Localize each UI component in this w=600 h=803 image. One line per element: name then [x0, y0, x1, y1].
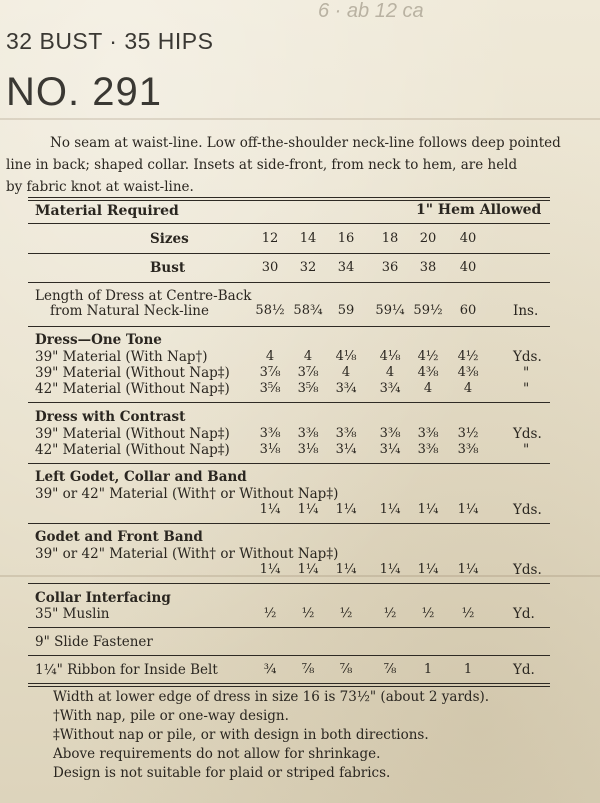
- description-line: by fabric knot at waist-line.: [6, 179, 194, 195]
- note-line: †With nap, pile or one-way design.: [53, 708, 289, 724]
- yardage-value: 1¼: [379, 502, 401, 517]
- yardage-value: 3⅞: [259, 365, 281, 380]
- length-label: Length of Dress at Centre-Back: [35, 288, 252, 304]
- row-unit: Yds.: [513, 502, 542, 518]
- row-label: 42" Material (Without Nap‡): [35, 381, 230, 397]
- yardage-value: 1¼: [297, 502, 319, 517]
- yardage-value: 1¼: [417, 562, 439, 577]
- yardage-value: 3⅜: [297, 426, 319, 441]
- notes: [53, 688, 489, 783]
- section-title: Godet and Front Band: [35, 529, 203, 545]
- table-bottom-rule: [28, 683, 550, 687]
- yardage-value: 4: [463, 381, 473, 396]
- size-value: 12: [261, 231, 279, 246]
- yardage-value: 3¼: [379, 442, 401, 457]
- row-label: 35" Muslin: [35, 606, 110, 622]
- yardage-value: 1¼: [297, 562, 319, 577]
- row-label: 39" Material (Without Nap‡): [35, 426, 230, 442]
- yardage-value: ½: [263, 606, 277, 621]
- yardage-value: ½: [421, 606, 435, 621]
- yardage-value: 3⅜: [379, 426, 401, 441]
- row-label: 39" Material (Without Nap‡): [35, 365, 230, 381]
- paper-fold: [0, 118, 600, 120]
- row-unit: ": [523, 442, 530, 458]
- size-value: 20: [419, 231, 437, 246]
- description-line: line in back; shaped collar. Insets at side-front, from neck to hem, are held: [6, 157, 518, 173]
- ribbon-label: 1¼" Ribbon for Inside Belt: [35, 662, 218, 678]
- row-unit: Yds.: [513, 349, 542, 365]
- description-line: No seam at waist-line. Low off-the-shoulder neck-line follows deep pointed: [50, 135, 561, 151]
- ribbon-value: ⅞: [301, 662, 315, 677]
- size-value: 40: [459, 231, 477, 246]
- bust-value: 40: [459, 260, 477, 275]
- yardage-value: 3¾: [335, 381, 357, 396]
- yardage-value: 3½: [457, 426, 479, 441]
- yardage-value: 4⅛: [335, 349, 357, 364]
- bust-value: 34: [337, 260, 355, 275]
- note-line: Width at lower edge of dress in size 16 is 73½" (about 2 yards).: [53, 689, 490, 705]
- ribbon-value: ⅞: [339, 662, 353, 677]
- note-line: Above requirements do not allow for shrinkage.: [53, 746, 381, 762]
- yardage-value: 4½: [457, 349, 479, 364]
- yardage-value: 1¼: [379, 562, 401, 577]
- yardage-value: 4⅛: [379, 349, 401, 364]
- row-unit: Yds.: [513, 426, 542, 442]
- rule: [28, 523, 550, 524]
- rule: [28, 627, 550, 628]
- yardage-value: 3⅞: [297, 365, 319, 380]
- yardage-value: 3⅛: [259, 442, 281, 457]
- hem-heading: 1" Hem Allowed: [416, 202, 542, 218]
- yardage-value: ½: [383, 606, 397, 621]
- ribbon-value: ¾: [263, 662, 277, 677]
- yardage-value: 4: [303, 349, 313, 364]
- bust-value: 36: [381, 260, 399, 275]
- yardage-value: 1¼: [259, 502, 281, 517]
- yardage-value: 3⅝: [297, 381, 319, 396]
- bust-value: 32: [299, 260, 317, 275]
- length-value: 58¾: [293, 303, 323, 318]
- row-unit: Yds.: [513, 562, 542, 578]
- section-title: Left Godet, Collar and Band: [35, 469, 247, 485]
- yardage-value: 4: [265, 349, 275, 364]
- row-unit: ": [523, 365, 530, 381]
- size-stamp: 32 BUST · 35 HIPS: [6, 28, 214, 54]
- length-unit: Ins.: [513, 303, 539, 319]
- yardage-value: 3⅜: [457, 442, 479, 457]
- table-top-rule: [28, 197, 550, 201]
- rule: [28, 583, 550, 584]
- size-value: 18: [381, 231, 399, 246]
- note-line: Design is not suitable for plaid or striped fabrics.: [53, 765, 391, 781]
- bust-value: 38: [419, 260, 437, 275]
- yardage-value: 3¼: [335, 442, 357, 457]
- sizes-label: Sizes: [150, 231, 189, 247]
- section-title: Dress with Contrast: [35, 409, 186, 425]
- row-unit: Yd.: [513, 606, 535, 622]
- rule: [28, 253, 550, 254]
- pattern-description: [6, 132, 580, 198]
- ribbon-value: 1: [423, 662, 433, 677]
- yardage-value: ½: [301, 606, 315, 621]
- length-value: 59¼: [375, 303, 405, 318]
- length-value: 60: [459, 303, 477, 318]
- length-value: 58½: [255, 303, 285, 318]
- yardage-value: 4: [341, 365, 351, 380]
- yardage-value: 4⅜: [417, 365, 439, 380]
- rule: [28, 463, 550, 464]
- yardage-value: 1¼: [259, 562, 281, 577]
- yardage-value: 4: [423, 381, 433, 396]
- yardage-value: 3¾: [379, 381, 401, 396]
- note-line: ‡Without nap or pile, or with design in both directions.: [53, 727, 429, 743]
- bust-label: Bust: [150, 260, 186, 276]
- yardage-value: 3⅜: [335, 426, 357, 441]
- size-value: 16: [337, 231, 355, 246]
- length-value: 59½: [413, 303, 443, 318]
- yardage-value: 1¼: [417, 502, 439, 517]
- yardage-value: ½: [461, 606, 475, 621]
- yardage-value: 3⅜: [259, 426, 281, 441]
- ribbon-unit: Yd.: [513, 662, 535, 678]
- size-value: 14: [299, 231, 317, 246]
- rule: [28, 402, 550, 403]
- pattern-number: NO. 291: [6, 70, 162, 114]
- yardage-value: 4½: [417, 349, 439, 364]
- bust-value: 30: [261, 260, 279, 275]
- yardage-value: ½: [339, 606, 353, 621]
- row-label: 39" or 42" Material (With† or Without Nap‡): [35, 486, 339, 502]
- section-title: Collar Interfacing: [35, 590, 171, 606]
- section-title: Dress—One Tone: [35, 332, 162, 348]
- rule: [28, 326, 550, 327]
- yardage-value: 3⅝: [259, 381, 281, 396]
- material-heading: Material Required: [35, 203, 179, 219]
- pencil-note: 6 · ab 12 ca: [318, 0, 424, 22]
- yardage-value: 4: [385, 365, 395, 380]
- ribbon-value: ⅞: [383, 662, 397, 677]
- yardage-value: 3⅜: [417, 442, 439, 457]
- length-label: from Natural Neck-line: [50, 303, 209, 319]
- ribbon-value: 1: [463, 662, 473, 677]
- yardage-value: 1¼: [457, 502, 479, 517]
- row-label: 39" Material (With Nap†): [35, 349, 208, 365]
- row-label: 39" or 42" Material (With† or Without Nap‡): [35, 546, 339, 562]
- yardage-value: 4⅜: [457, 365, 479, 380]
- yardage-value: 3⅛: [297, 442, 319, 457]
- length-value: 59: [337, 303, 355, 318]
- yardage-value: 1¼: [335, 502, 357, 517]
- rule: [28, 223, 550, 224]
- rule: [28, 282, 550, 283]
- slide-fastener-label: 9" Slide Fastener: [35, 634, 153, 650]
- yardage-value: 1¼: [335, 562, 357, 577]
- rule: [28, 655, 550, 656]
- row-label: 42" Material (Without Nap‡): [35, 442, 230, 458]
- row-unit: ": [523, 381, 530, 397]
- yardage-value: 1¼: [457, 562, 479, 577]
- yardage-value: 3⅜: [417, 426, 439, 441]
